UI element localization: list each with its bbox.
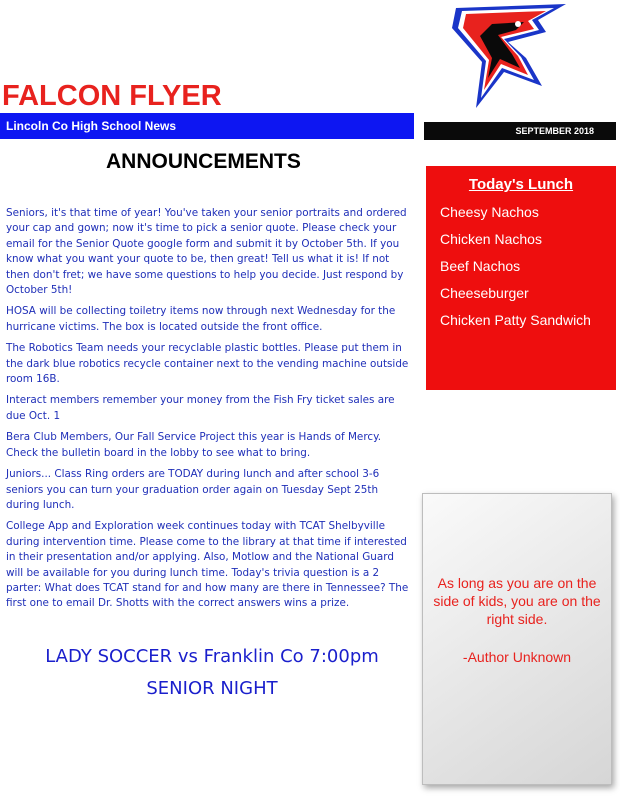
subtitle-bar xyxy=(0,113,414,139)
announcement-paragraph: Seniors, it's that time of year! You've taken your senior portraits and ordered your cap and gown; now it's time to pick a senior quote. Please check your email for the Senior Quote google form and submit it by October 5th. If you know what you want your quote to be, then great! Tell us what it is! If not then don't fret; we have some questions to help you decide. Just respond by October 5th! xyxy=(6,207,407,297)
announcements-heading: ANNOUNCEMENTS xyxy=(106,150,301,173)
date-bar xyxy=(424,122,616,140)
lunch-item: Cheesy Nachos xyxy=(440,204,539,220)
falcon-head-icon xyxy=(446,2,570,110)
announcement-paragraph: Interact members remember your money from the Fish Fry ticket sales are due Oct. 1 xyxy=(6,394,395,422)
announcement-paragraph: Juniors... Class Ring orders are TODAY during lunch and after school 3-6 seniors you can turn your graduation order again on Tuesday Sept 25th during lunch. xyxy=(6,468,380,511)
announcements-body xyxy=(6,206,414,618)
announcement-paragraph: Bera Club Members, Our Fall Service Project this year is Hands of Mercy. Check the bulletin board in the lobby to see what to bring. xyxy=(6,431,382,459)
subtitle-text: Lincoln Co High School News xyxy=(6,119,177,133)
announcement-paragraph: College App and Exploration week continues today with TCAT Shelbyville during intervention time. Please come to the library at that time if interested in their presentation and/or applying. Also, Motlow and the National Guard will be available for you during lunch time. Today's trivia question is a 2 parter: What does TCAT stand for and how many are there in Tennessee? The first one to email Dr. Shotts with the correct answers wins a prize. xyxy=(6,520,409,610)
lunch-item: Cheeseburger xyxy=(440,285,529,301)
lunch-list xyxy=(440,204,610,339)
quote-text: As long as you are on the side of kids, you are on the right side. xyxy=(433,575,601,627)
quote-panel xyxy=(422,493,612,785)
newsletter-title: FALCON FLYER xyxy=(2,80,222,112)
lunch-item: Chicken Nachos xyxy=(440,231,542,247)
lunch-heading: Today's Lunch xyxy=(468,176,574,193)
lunch-item: Beef Nachos xyxy=(440,258,521,274)
announcement-paragraph: The Robotics Team needs your recyclable plastic bottles. Please put them in the dark blue robotics recycle container next to the vending machine outside room 16B. xyxy=(6,342,409,386)
issue-date: SEPTEMBER 2018 xyxy=(515,126,594,136)
quote-author: -Author Unknown xyxy=(462,649,572,665)
lunch-item: Chicken Patty Sandwich xyxy=(440,312,591,328)
lunch-panel xyxy=(426,166,616,390)
soccer-event: LADY SOCCER vs Franklin Co 7:00pm xyxy=(45,646,379,667)
announcement-paragraph: HOSA will be collecting toiletry items now through next Wednesday for the hurricane victims. The box is located outside the front office. xyxy=(6,305,396,333)
senior-night-event: SENIOR NIGHT xyxy=(146,678,278,699)
